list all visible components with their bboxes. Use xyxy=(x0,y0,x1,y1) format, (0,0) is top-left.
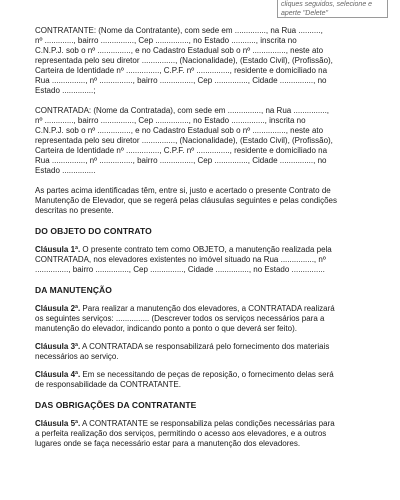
clause-1-label: Cláusula 1ª. xyxy=(35,245,81,254)
clause-2-line: os seguintes serviços: ............... (Descrever todos os serviços necessários para a xyxy=(35,314,325,323)
instruction-hint-box xyxy=(277,0,388,18)
spacer xyxy=(35,295,367,304)
spacer xyxy=(35,410,367,419)
contratada-line: C.N.P.J. sob o nº ..............., e no Cadastro Estadual sob o nº ..............., neste ato xyxy=(35,126,324,135)
clause-5-line: lugares onde se faça necessário estar para a manutenção dos elevadores. xyxy=(35,439,301,448)
clause-2-line: manutenção do elevador, indicando ponto a ponto o que deverá ser feito). xyxy=(35,324,297,333)
section-heading-manutencao: DA MANUTENÇÃO xyxy=(35,285,113,295)
spacer xyxy=(35,216,367,226)
contratante-line: CONTRATANTE: (Nome da Contratante), com sede em .............., na Rua .........., xyxy=(35,26,323,35)
clause-1-line xyxy=(35,245,367,255)
clause-2 xyxy=(35,304,367,334)
section-heading-objeto: DO OBJETO DO CONTRATO xyxy=(35,226,152,236)
clause-5-line: a perfeita realização dos serviços, permitindo o acesso aos elevadores, e a outros xyxy=(35,429,327,438)
contratada-line: Carteira de Identidade nº ..............., C.P.F. nº ..............., residente e domiciliado na xyxy=(35,146,328,155)
contratante-line: Carteira de Identidade nº ..............., C.P.F. nº ..............., residente e domiciliado na xyxy=(35,66,328,75)
contratante-line: Estado ..............; xyxy=(35,86,96,95)
contratada-line: Rua ..............., nº ..............., bairro ..............., Cep ..............., Cidade ..............., no xyxy=(35,156,327,165)
contratada-line: nº ............., bairro ..............., Cep ..............., no Estado ..............., inscrita no xyxy=(35,116,306,125)
clause-1-line: CONTRATADA, nos elevadores existentes no imóvel situado na Rua ..............., nº xyxy=(35,255,326,264)
spacer xyxy=(35,236,367,245)
clause-4-line xyxy=(35,370,367,380)
contratada-line: CONTRATADA: (Nome da Contratada), com sede em ..............., na Rua ..............., xyxy=(35,106,330,115)
contratante-paragraph xyxy=(35,26,367,96)
clause-4-label: Cláusula 4ª. xyxy=(35,370,81,379)
contratante-line: C.N.P.J. sob o nº ..............., e no Cadastro Estadual sob o nº ..............., neste ato xyxy=(35,46,324,55)
clause-2-line xyxy=(35,304,367,314)
clause-2-label: Cláusula 2ª. xyxy=(35,304,81,313)
clause-4-line: de responsabilidade da CONTRATANTE. xyxy=(35,380,181,389)
clause-4 xyxy=(35,370,367,390)
clause-3-line xyxy=(35,342,367,352)
clause-4-text: Em se necessitando de peças de reposição, o fornecimento delas será xyxy=(80,370,334,379)
clause-5-line xyxy=(35,419,367,429)
intro-paragraph xyxy=(35,186,367,216)
spacer xyxy=(35,362,367,370)
spacer xyxy=(35,96,367,106)
contract-body xyxy=(35,26,367,449)
section-heading-obrigacoes: DAS OBRIGAÇÕES DA CONTRATANTE xyxy=(35,400,197,410)
spacer xyxy=(35,176,367,186)
contratada-line: representada pelo seu diretor ..............., (Nacionalidade), (Estado Civil), (Profissão), xyxy=(35,136,333,145)
clause-5-label: Cláusula 5ª. xyxy=(35,419,81,428)
spacer xyxy=(35,275,367,285)
clause-1 xyxy=(35,245,367,275)
clause-5 xyxy=(35,419,367,449)
clause-3-line: necessários ao serviço. xyxy=(35,352,119,361)
intro-line: descritas no presente. xyxy=(35,206,114,215)
contratante-line: nº ............., bairro ..............., Cep ..............., no Estado ..........., inscrita no xyxy=(35,36,297,45)
clause-3-label: Cláusula 3ª. xyxy=(35,342,81,351)
contratada-line: Estado ............... xyxy=(35,166,96,175)
clause-1-line: ..............., bairro ..............., Cep ..............., Cidade ..............., no Estado ............... xyxy=(35,265,325,274)
contratante-line: representada pelo seu diretor ..............., (Nacionalidade), (Estado Civil), (Profissão), xyxy=(35,56,333,65)
spacer xyxy=(35,334,367,342)
clause-2-text: Para realizar a manutenção dos elevadores, a CONTRATADA realizará xyxy=(80,304,335,313)
clause-5-text: A CONTRATANTE se responsabiliza pelas condições necessárias para xyxy=(80,419,335,428)
clause-1-text: O presente contrato tem como OBJETO, a manutenção realizada pela xyxy=(80,245,332,254)
clause-3 xyxy=(35,342,367,362)
intro-line: As partes acima identificadas têm, entre si, justo e acertado o presente Contrato de xyxy=(35,186,331,195)
hint-line-2: aperte "Delete" xyxy=(281,10,328,17)
hint-line-1: cliques seguidos, selecione e xyxy=(281,1,373,8)
contratante-line: Rua ..............., nº ..............., bairro ..............., Cep ..............., Cidade ..............., no xyxy=(35,76,327,85)
spacer xyxy=(35,390,367,400)
contratada-paragraph xyxy=(35,106,367,176)
intro-line: Manutenção de Elevador, que se regerá pelas cláusulas seguintes e pelas condições xyxy=(35,196,337,205)
clause-3-text: A CONTRATADA se responsabilizará pelo fornecimento dos materiais xyxy=(80,342,330,351)
